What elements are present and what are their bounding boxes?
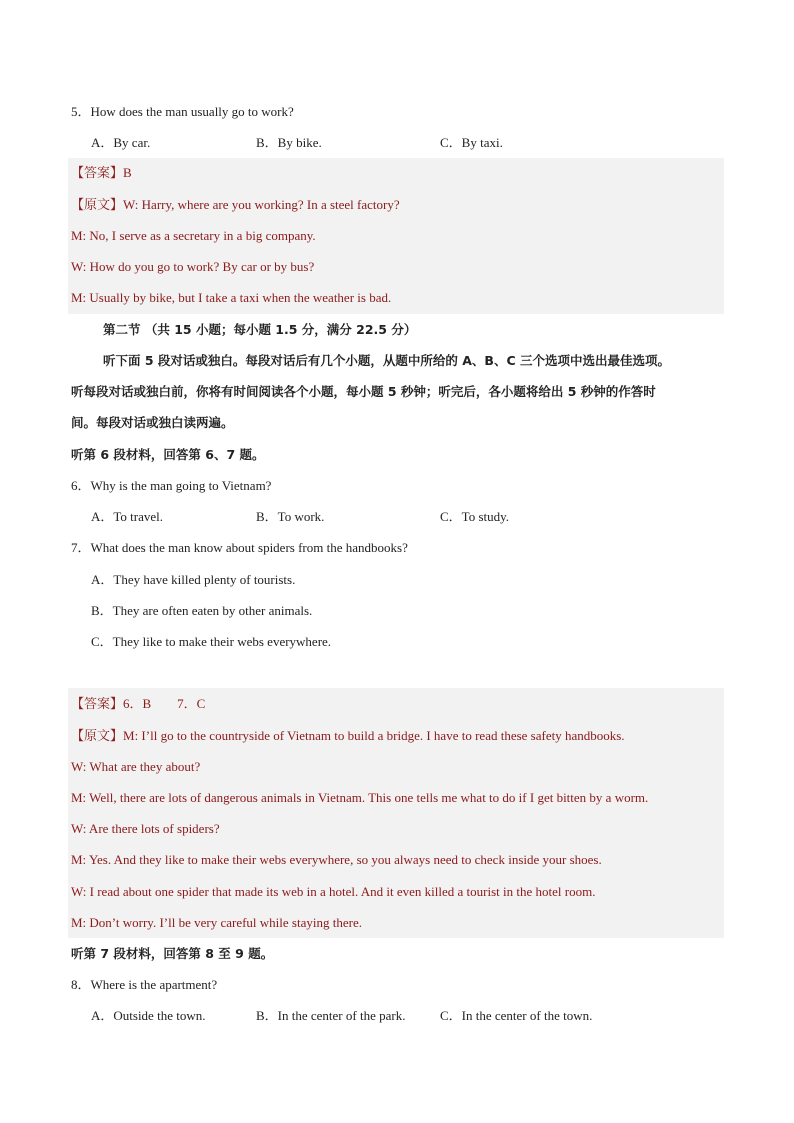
question-7-option-b: B．They are often eaten by other animals. [91,603,313,618]
question-7-stem: 7．What does the man know about spiders from the handbooks? [71,540,408,555]
question-5-option-b: B．By bike. [256,135,322,150]
question-6-option-c: C．To study. [440,509,510,524]
script-line: W: How do you go to work? By car or by bus? [71,259,315,274]
answer-value: B [123,165,132,180]
script-line: M: Don’t worry. I’ll be very careful while staying there. [71,915,362,930]
answer-line-1 [71,163,132,183]
answer-label: 【答案】 [71,696,124,711]
segment-7-heading: 听第 7 段材料，回答第 8 至 9 题。 [71,946,274,961]
script-line: M: Well, there are lots of dangerous animals in Vietnam. This one tells me what to do if I get bitten by a worm. [71,790,649,805]
question-8-option-b: B．In the center of the park. [256,1008,406,1023]
script-line: W: What are they about? [71,759,201,774]
question-7-option-c: C．They like to make their webs everywhere. [91,634,332,649]
question-8-stem: 8．Where is the apartment? [71,977,218,992]
section-2-instruction-1: 听下面 5 段对话或独白。每段对话后有几个小题，从题中所给的 A、B、C 三个选项中选出最佳选项。 [103,353,670,368]
script-text: W: Harry, where are you working? In a steel factory? [123,197,400,212]
script-line-1 [71,195,400,215]
section-2-instruction-3: 间。每段对话或独白读两遍。 [71,415,234,430]
script-line-2 [71,726,625,746]
question-6-option-a: A．To travel. [91,509,164,524]
script-line: M: Usually by bike, but I take a taxi when the weather is bad. [71,290,392,305]
question-8-option-c: C．In the center of the town. [440,1008,593,1023]
question-5-option-c: C．By taxi. [440,135,503,150]
question-7-option-a: A．They have killed plenty of tourists. [91,572,296,587]
question-6-stem: 6．Why is the man going to Vietnam? [71,478,272,493]
answer-label: 【答案】 [71,165,124,180]
script-label: 【原文】 [71,728,124,743]
script-line: M: Yes. And they like to make their webs everywhere, so you always need to check inside your shoes. [71,852,602,867]
question-5-option-a: A．By car. [91,135,151,150]
answer-line-2 [71,694,205,714]
section-2-instruction-2: 听每段对话或独白前，你将有时间阅读各个小题，每小题 5 秒钟；听完后，各小题将给出 5 秒钟的作答时 [71,384,656,399]
answer-value: 6．B 7．C [123,696,206,711]
script-line: M: No, I serve as a secretary in a big company. [71,228,316,243]
section-2-title: 第二节 （共 15 小题；每小题 1.5 分，满分 22.5 分） [103,322,417,337]
question-5-stem: 5．How does the man usually go to work? [71,104,294,119]
segment-6-heading: 听第 6 段材料，回答第 6、7 题。 [71,447,265,462]
question-8-option-a: A．Outside the town. [91,1008,206,1023]
question-6-option-b: B．To work. [256,509,325,524]
script-label: 【原文】 [71,197,124,212]
script-line: W: Are there lots of spiders? [71,821,220,836]
script-line: W: I read about one spider that made its web in a hotel. And it even killed a tourist in the hotel room. [71,884,596,899]
script-text: M: I’ll go to the countryside of Vietnam to build a bridge. I have to read these safety handbooks. [123,728,625,743]
